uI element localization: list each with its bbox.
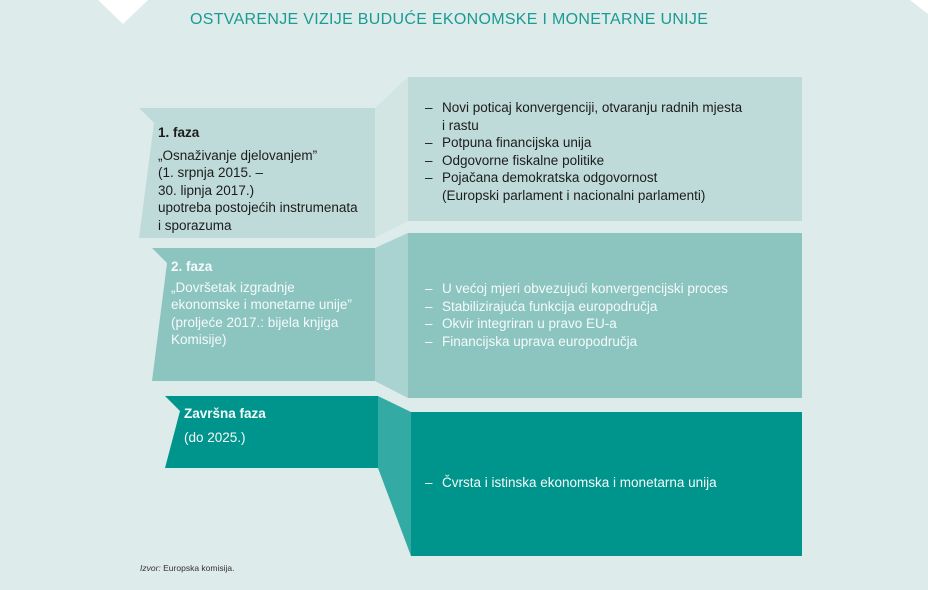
phase2-line: ekonomske i monetarne unije” <box>171 297 352 312</box>
phase1-bullet: – Odgovorne fiskalne politike <box>425 152 742 170</box>
final-phase-line: (do 2025.) <box>184 429 246 445</box>
phase2-line: Komisije) <box>171 332 227 347</box>
final-phase-description <box>184 405 266 446</box>
source-label: Izvor: <box>140 563 161 573</box>
phase2-fold <box>375 233 408 398</box>
phase2-bullet-list <box>425 280 728 350</box>
phase2-bullet: – Financijska uprava europodručja <box>425 333 728 351</box>
phase1-line: upotreba postojećih instrumenata <box>158 200 358 215</box>
phase2-line: (proljeće 2017.: bijela knjiga <box>171 314 339 330</box>
diagram-title: OSTVARENJE VIZIJE BUDUĆE EKONOMSKE I MONETARNE UNIJE <box>190 11 709 28</box>
final-phase-bullet-list <box>425 474 717 492</box>
phase2-heading: 2. faza <box>171 259 213 274</box>
phase1-line: i sporazuma <box>158 217 232 233</box>
final-phase-fold <box>378 396 411 556</box>
source-text: Europska komisija. <box>160 563 235 573</box>
corner-notch <box>98 0 148 24</box>
phase1-line: (1. srpnja 2015. – <box>158 165 264 180</box>
final-phase-bullet: – Čvrsta i istinska ekonomska i monetarna unija <box>425 474 717 492</box>
phase2-description <box>171 258 352 349</box>
phase2-bullet: – U većoj mjeri obvezujući konvergencijski proces <box>425 280 728 298</box>
phase1-fold <box>375 77 408 238</box>
phase1-bullet-list <box>425 99 742 204</box>
phase1-heading: 1. faza <box>158 125 200 140</box>
phase1-line: „Osnaživanje djelovanjem” <box>158 147 318 163</box>
corner-notch-right <box>910 0 928 14</box>
phase2-bullet: – Okvir integriran u pravo EU-a <box>425 315 728 333</box>
phase1-description <box>158 124 358 234</box>
phase1-bullet: – Potpuna financijska unija <box>425 134 742 152</box>
final-phase-heading: Završna faza <box>184 406 266 421</box>
source-note <box>140 563 234 573</box>
phase2-bullet: – Stabilizirajuća funkcija europodručja <box>425 298 728 316</box>
phase1-bullet: – Novi poticaj konvergenciji, otvaranju radnih mjesta i rastu <box>425 99 742 134</box>
phase2-line: „Dovršetak izgradnje <box>171 279 295 295</box>
phase1-line: 30. lipnja 2017.) <box>158 182 255 198</box>
phase1-bullet: – Pojačana demokratska odgovornost (Europski parlament i nacionalni parlamenti) <box>425 169 742 204</box>
